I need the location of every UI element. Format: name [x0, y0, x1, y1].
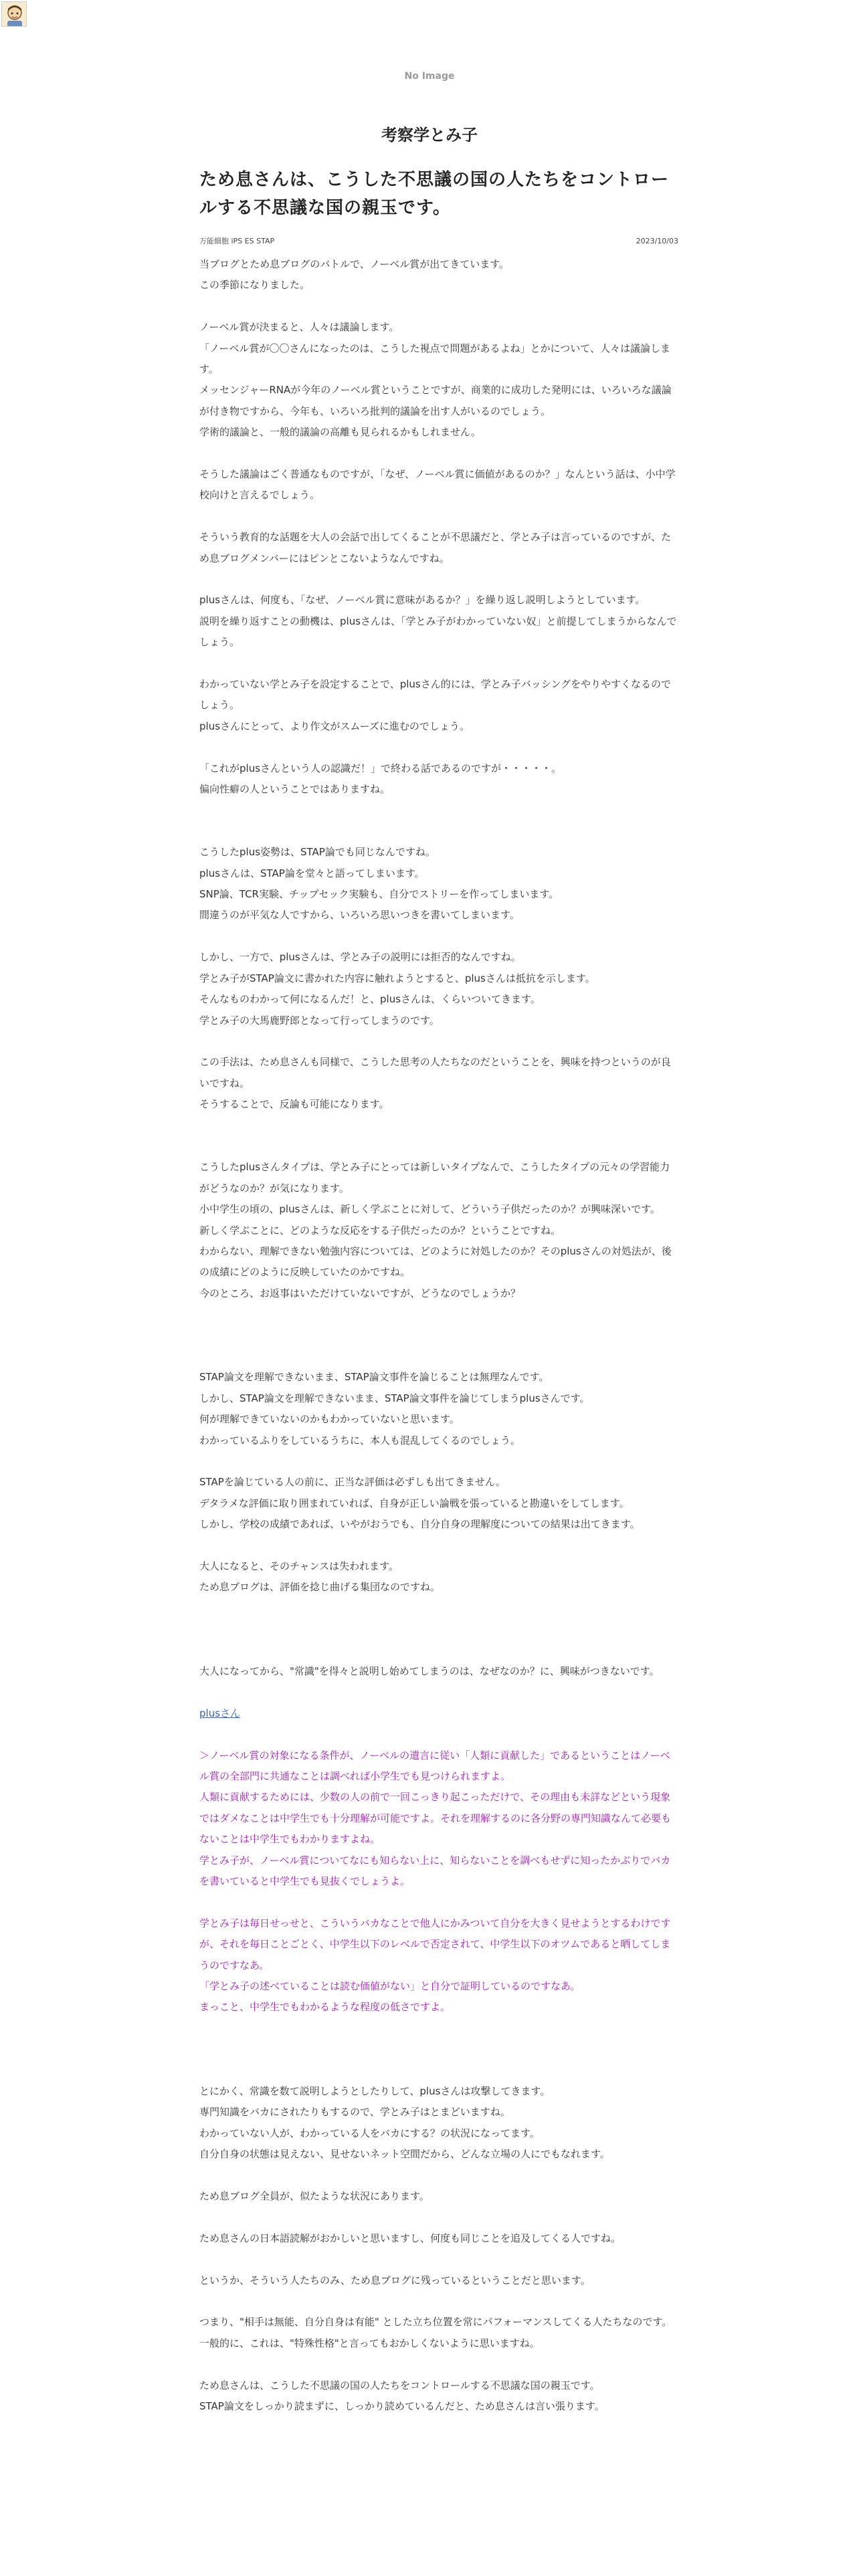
paragraph: とにかく、常識を数て説明しようとしたりして、plusさんは攻撃してきます。 専門知識をバカにされたりもするので、学とみ子はとまどいますね。 わかっていない人が、わかっている人をバカにする？の状況になってます。 自分自身の状態は見えない、見せないネット空間だから、どんな立場の人にでもなれます。: [199, 2085, 610, 2161]
paragraph: 大人になってから、"常識"を得々と説明し始めてしまうのは、なぜなのか？に、興味がつきないです。: [199, 1665, 660, 1677]
paragraph: こうしたplusさんタイプは、学とみ子にとっては新しいタイプなんで、こうしたタイプの元々の学習能力がどうなのか？が気になります。 小中学生の頃の、plusさんは、新しく学ぶことに対して、どういう子供だったのか？が興味深いです。 新しく学ぶことに、どのような反応をする子供だったのか？ということですね。 わからない、理解できない勉強内容については、どのように対処したのか？そのplusさんの対処法が、後の成績にどのように反映していたのかですね。 今のところ、お返事はいただけていないですが、どうなのでしょうか？: [199, 1161, 672, 1299]
spacer: [199, 1115, 678, 1158]
plus-link[interactable]: plusさん: [199, 1707, 241, 1719]
paragraph: そうした議論はごく普通なものですが、「なぜ、ノーベル賞に価値があるのか？」なんという話は、小中学校向けと言えるでしょう。: [199, 468, 676, 502]
spacer: [199, 1304, 678, 1367]
paragraph: この手法は、ため息さんも同様で、こうした思考の人たちなのだということを、興味を持つというのが良いですね。 そうすることで、反論も可能になります。: [199, 1056, 671, 1111]
blogger-avatar-icon: [2, 2, 27, 27]
paragraph: 大人になると、そのチャンスは失われます。 ため息ブログは、評価を捻じ曲げる集団なのですね。: [199, 1560, 441, 1594]
spacer: [199, 2354, 678, 2375]
paragraph: STAPを論じている人の前に、正当な評価は必ずしも出てきません。 デタラメな評価に取り囲まれていれば、自身が正しい論戦を張っていると勘違いをしてします。 しかし、学校の成績であれば、いやがおうでも、自分自身の理解度についての結果は出てきます。: [199, 1476, 640, 1531]
no-image-label: No Image: [404, 71, 455, 82]
paragraph: というか、そういう人たちのみ、ため息ブログに残っているということだと思います。: [199, 2274, 591, 2286]
paragraph: ため息ブログ全員が、似たような状況にあります。: [199, 2190, 430, 2203]
paragraph: 「これがplusさんという人の認識だ！」で終わる話であるのですが・・・・・。 偏向性癖の人ということではありますね。: [199, 762, 562, 796]
paragraph: STAP論文を理解できないまま、STAP論文事件を論じることは無理なんです。 しかし、STAP論文を理解できないまま、STAP論文事件を論じてしまうplusさんです。 何が理解できていないのかもわかっていないと思います。 わかっているふりをしているうちに、本人も混乱してくるのでしょう。: [199, 1371, 590, 1446]
avatar[interactable]: [1, 1, 27, 27]
paragraph: ため息さんは、こうした不思議の国の人たちをコントロールする不思議な国の親玉です。 STAP論文をしっかり読まずに、しっかり読めているんだと、ため息さんは言い張ります。: [199, 2379, 605, 2413]
post-meta: [199, 237, 678, 246]
post-date: 2023/10/03: [636, 237, 678, 245]
quoted-comment: 学とみ子は毎日せっせと、こういうバカなことで他人にかみついて自分を大きく見せようとするわけですが、それを毎日ことごとく、中学生以下のレベルで否定されて、中学生以下のオツムであると晒してしまうのですなあ。 「学とみ子の述べていることは読む価値がない」と自分で証明しているのですなあ。 まっこと、中学生でもわかるような程度の低さですよ。: [199, 1917, 671, 2014]
paragraph: こうしたplus姿勢は、STAP論でも同じなんですね。 plusさんは、STAP論を堂々と語ってしまいます。 SNP論、TCR実験、チップセック実験も、自分でストリーを作ってしまいます。 間違うのが平気な人ですから、いろいろ思いつきを書いてしまいます。: [199, 846, 559, 922]
blog-title[interactable]: 考察学とみ子: [381, 126, 478, 144]
spacer: [199, 800, 678, 842]
spacer: [199, 1598, 678, 1661]
post-category-link[interactable]: 万能細胞 iPS ES STAP: [199, 237, 275, 245]
header-image-placeholder: [0, 53, 859, 99]
paragraph: つまり、"相手は無能、自分自身は有能" とした立ち位置を常にパフォーマンスしてくる人たちなのです。 一般的に、これは、"特殊性格"と言ってもおかしくないように思いますね。: [199, 2316, 672, 2349]
article: [199, 166, 678, 2417]
paragraph: しかし、一方で、plusさんは、学とみ子の説明には拒否的なんですね。 学とみ子がSTAP論文に書かれた内容に触れようとすると、plusさんは抵抗を示します。 そんなものわかって何になるんだ！と、plusさんは、くらいついてきます。 学とみ子の大馬鹿野郎となって行ってしまうのです。: [199, 951, 595, 1027]
paragraph: 当ブログとため息ブログのバトルで、ノーベル賞が出てきています。 この季節になりました。: [199, 258, 510, 292]
paragraph: plusさんは、何度も、「なぜ、ノーベル賞に意味があるか？」を繰り返し説明しようとしています。 説明を繰り返すことの動機は、plusさんは、「学とみ子がわかっていない奴」と前提してしまうからなんでしょう。: [199, 594, 677, 649]
post-body: [199, 254, 678, 2417]
paragraph: [199, 1703, 678, 1724]
paragraph: そういう教育的な話題を大人の会話で出してくることが不思議だと、学とみ子は言っているのですが、ため息ブログメンバーにはピンとこないようなんですね。: [199, 531, 672, 564]
paragraph: わかっていない学とみ子を設定することで、plusさん的には、学とみ子バッシングをやりやすくなるのでしょう。 plusさんにとって、より作文がスムーズに進むのでしょう。: [199, 678, 672, 732]
quoted-comment: ＞ノーベル賞の対象になる条件が、ノーベルの遺言に従い「人類に貢献した」であるということはノーベル賞の全部門に共通なことは調べれば小学生でも見つけられますよ。 人類に貢献するためには、少数の人の前で一回こっきり起こっただけで、その理由も未詳などという現象ではダメなことは中学生でも十分理解が可能ですよ。それを理解するのに各分野の専門知識なんて必要もないことは中学生でもわかりますよね。 学とみ子が、ノーベル賞についてなにも知らない上に、知らないことを調べもせずに知ったかぶりでバカを書いていると中学生でも見抜くでしょうよ。: [199, 1749, 672, 1887]
paragraph: ため息さんの日本語読解がおかしいと思いますし、何度も同じことを追及してくる人ですね。: [199, 2232, 622, 2244]
spacer: [199, 2018, 678, 2081]
post-title[interactable]: ため息さんは、こうした不思議の国の人たちをコントロールする不思議な国の親玉です。: [199, 170, 670, 218]
paragraph: ノーベル賞が決まると、人々は議論します。 「ノーベル賞が〇〇さんになったのは、こうした視点で問題があるよね」とかについて、人々は議論します。 メッセンジャーRNAが今年のノーベル賞ということですが、商業的に成功した発明には、いろいろな議論が付き物ですから、今年も、いろいろ批判的議論を出す人がいるのでしょう。 学術的議論と、一般的議論の高離も見られるかもしれません。: [199, 321, 672, 439]
